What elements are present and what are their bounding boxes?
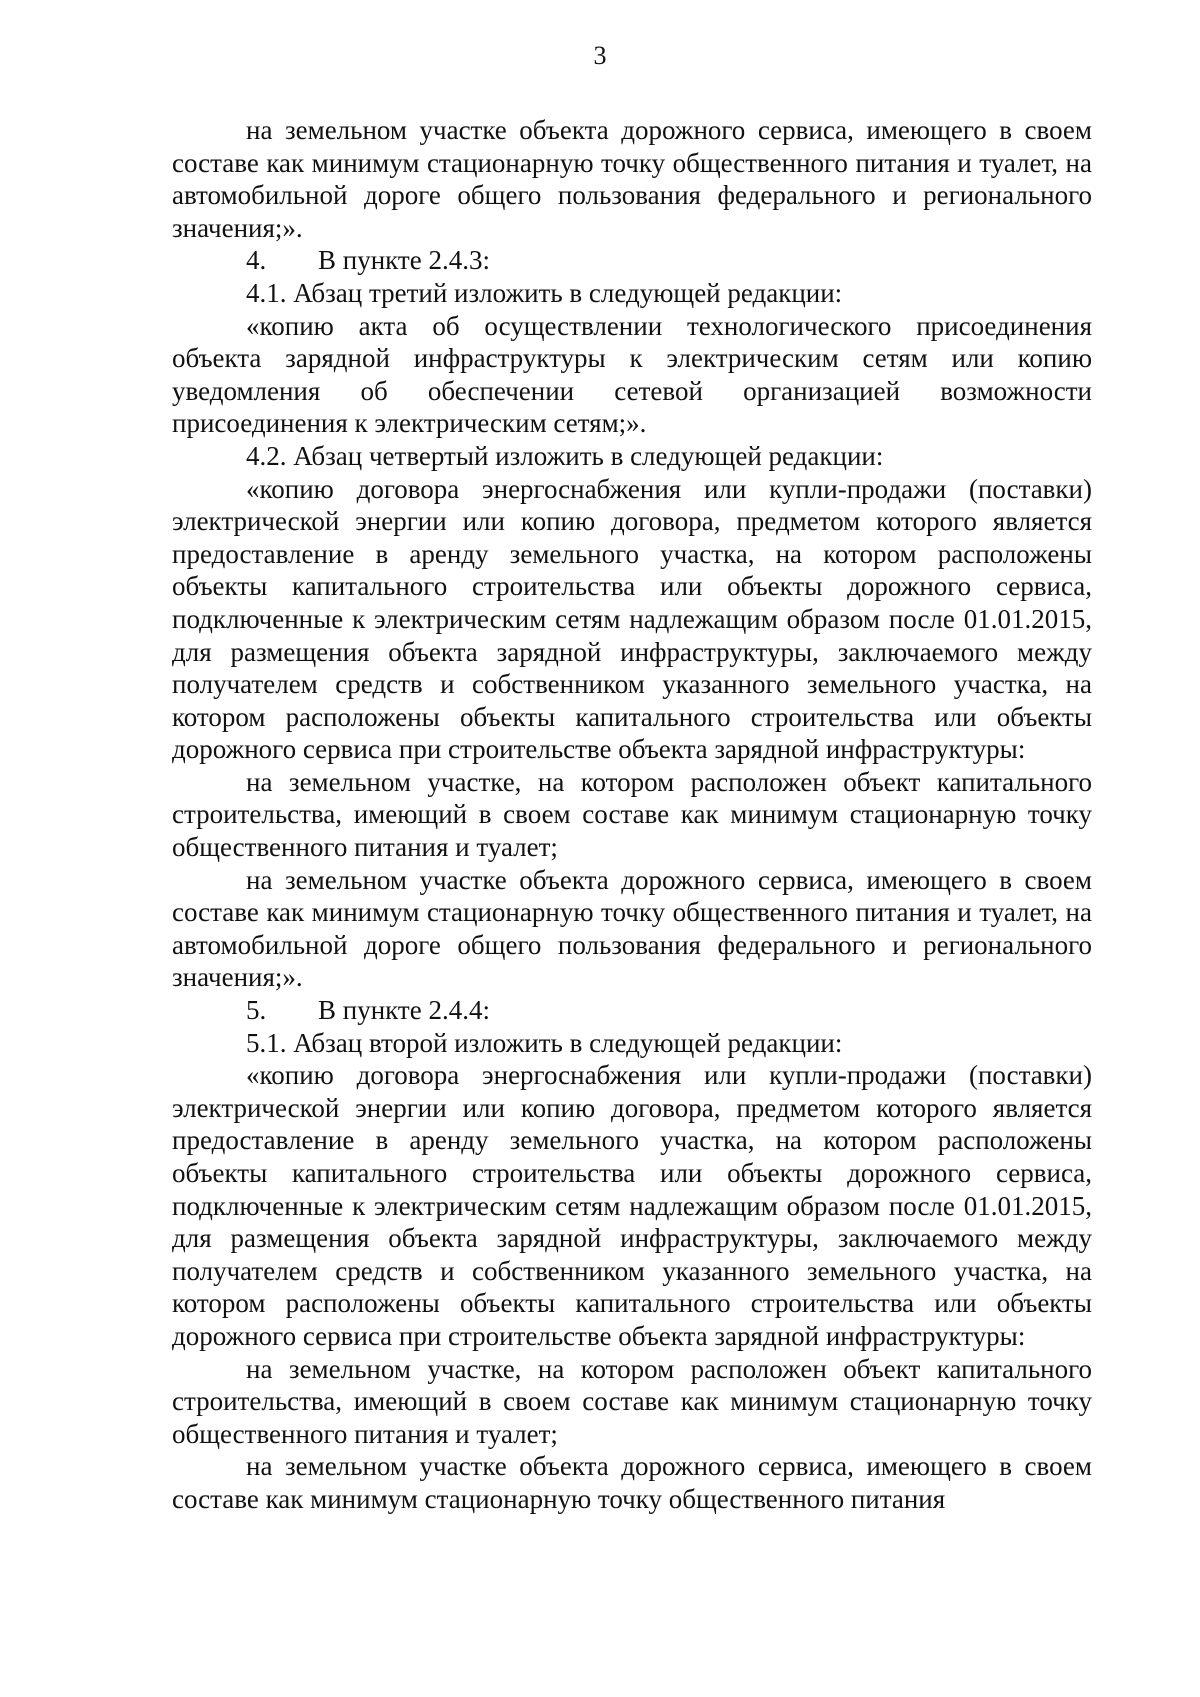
list-item-number: 4. — [246, 245, 267, 276]
quote-4-2: «копию договора энергоснабжения или купли-продажи (поставки) электрической энергии или копию договора, предметом которого является предоставление в аренду земельного участка, на котором расположены объекты капитального строительства или объекты дорожного сервиса, подключенные к электрическим сетям надлежащим образом после 01.01.2015, для размещения объекта зарядной инфраструктуры, заключаемого между получателем средств и собственником указанного земельного участка, на котором расположены объекты капитального строительства или объекты дорожного сервиса при строительстве объекта зарядной инфраструктуры: — [172, 473, 1092, 765]
quote-4-2-option-a: на земельном участке, на котором расположен объект капитального строительства, имеющий в своем составе как минимум стационарную точку общественного питания и туалет; — [172, 766, 1092, 863]
list-item-text: В пункте 2.4.3: — [318, 245, 490, 276]
list-item-text: В пункте 2.4.4: — [318, 995, 490, 1026]
subitem-4-1: 4.1. Абзац третий изложить в следующей редакции: — [246, 277, 843, 308]
page-number: 3 — [593, 41, 607, 70]
subitem-5-1: 5.1. Абзац второй изложить в следующей редакции: — [246, 1027, 843, 1058]
quote-4-1: «копию акта об осуществлении технологического присоединения объекта зарядной инфраструктуры к электрическим сетям или копию уведомления об обеспечении сетевой организацией возможности присоединения к электрическим сетям;». — [172, 310, 1092, 439]
quote-4-2-option-b: на земельном участке объекта дорожного сервиса, имеющего в своем составе как минимум стационарную точку общественного питания и туалет, на автомобильной дороге общего пользования федерального и регионального значения;». — [172, 864, 1092, 993]
subitem-4-2: 4.2. Абзац четвертый изложить в следующей редакции: — [246, 440, 884, 471]
document-body — [172, 114, 1092, 1516]
list-item-5 — [172, 994, 1092, 1027]
list-item-number: 5. — [246, 995, 267, 1026]
quote-5-1: «копию договора энергоснабжения или купли-продажи (поставки) электрической энергии или копию договора, предметом которого является предоставление в аренду земельного участка, на котором расположены объекты капитального строительства или объекты дорожного сервиса, подключенные к электрическим сетям надлежащим образом после 01.01.2015, для размещения объекта зарядной инфраструктуры, заключаемого между получателем средств и собственником указанного земельного участка, на котором расположены объекты капитального строительства или объекты дорожного сервиса при строительстве объекта зарядной инфраструктуры: — [172, 1060, 1092, 1351]
quote-5-1-option-b: на земельном участке объекта дорожного сервиса, имеющего в своем составе как минимум стационарную точку общественного питания — [172, 1451, 1092, 1514]
quote-5-1-option-a: на земельном участке, на котором расположен объект капитального строительства, имеющий в своем составе как минимум стационарную точку общественного питания и туалет; — [172, 1353, 1092, 1449]
paragraph-continuation: на земельном участке объекта дорожного сервиса, имеющего в своем составе как минимум стационарную точку общественного питания и туалет, на автомобильной дороге общего пользования федерального и регионального значения;». — [172, 115, 1092, 243]
list-item-4 — [172, 244, 1092, 277]
